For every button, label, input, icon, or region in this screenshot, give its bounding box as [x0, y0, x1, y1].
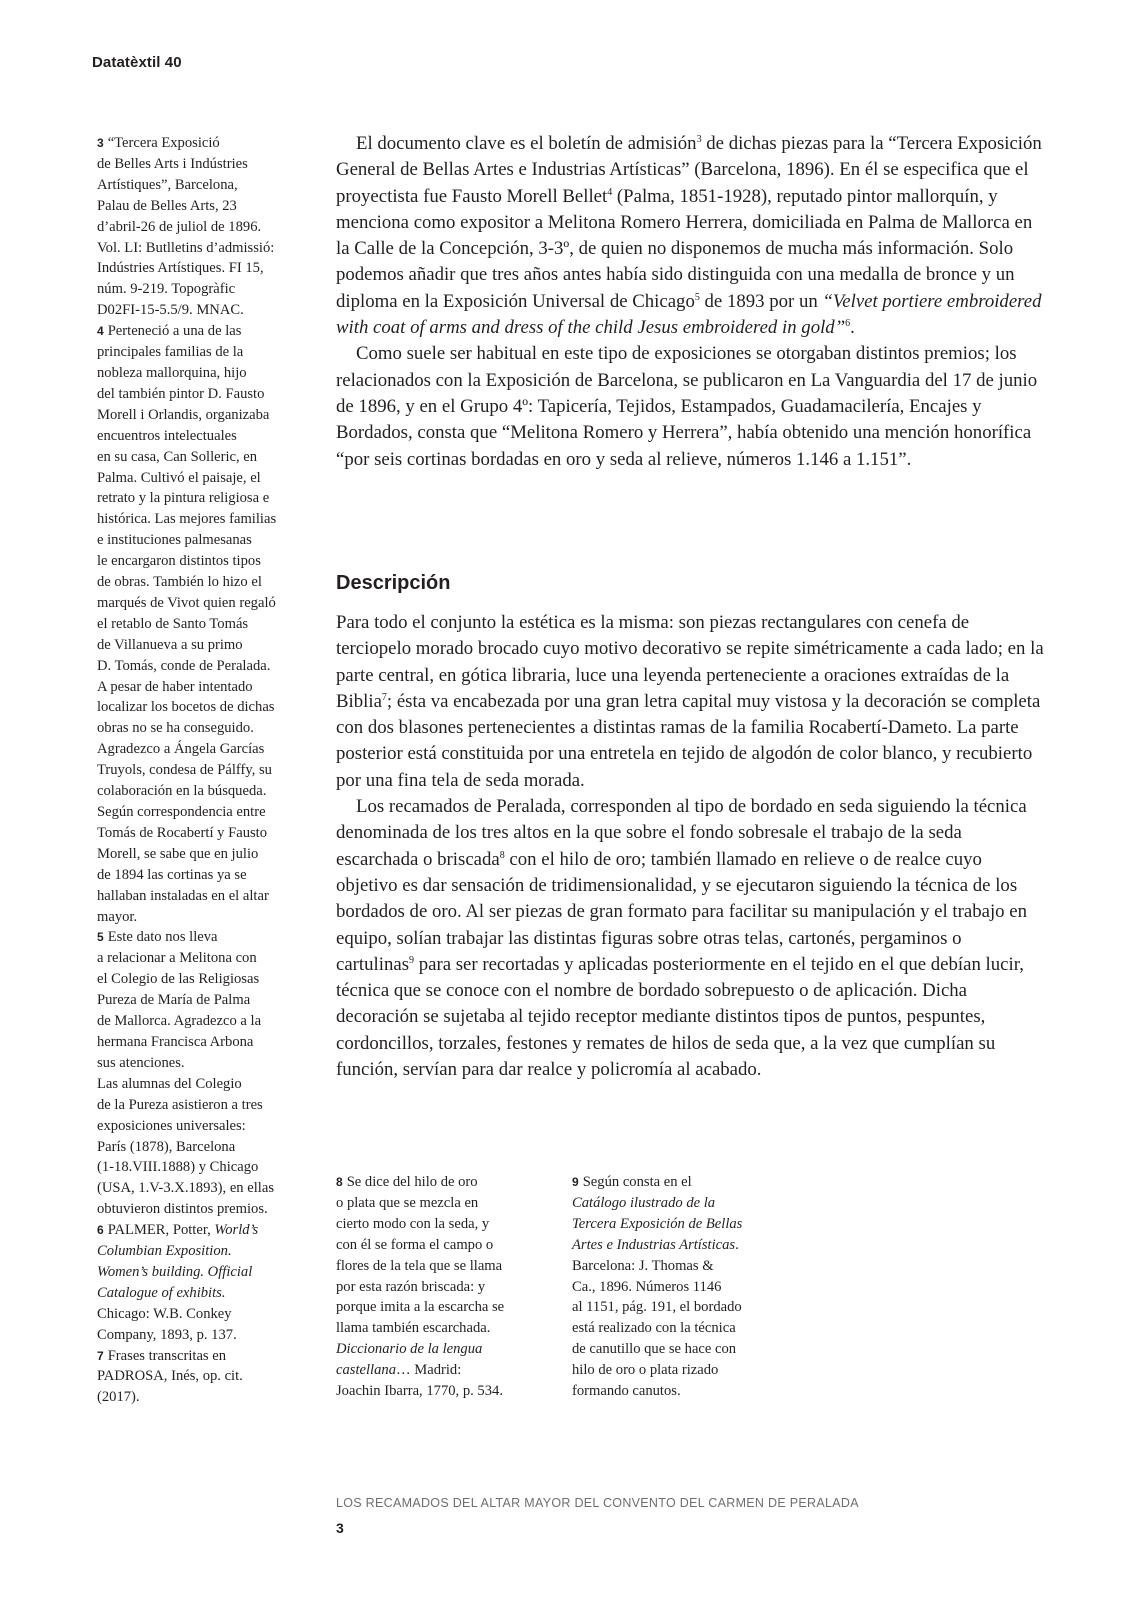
footnote-ref[interactable]: 9 [409, 954, 415, 966]
footnote-3: 3 “Tercera Exposició de Belles Arts i Indústries Artístiques”, Barcelona, Palau de Belles Arts, 23 d’abril-26 de juliol de 1896. Vol. LI: Butlletins d’admissió: Indústries Artístiques. FI 15, núm. 9-219. Topogràfic D02FI-15-5.5/9. MNAC. [97, 135, 275, 319]
footnote-number: 7 [97, 1348, 104, 1363]
footnote-8: 8 Se dice del hilo de oro o plata que se mezcla en cierto modo con la seda, y con él se forma el campo o flores de la tela que se llama por esta razón briscada: y porque imita a la escarcha se llama también escarchada. Diccionario de la lengua castellana… Madrid: Joachin Ibarra, 1770, p. 534. [336, 1174, 505, 1400]
page-number: 3 [336, 1520, 344, 1536]
exhibit-quote: “Velvet portiere embroidered with coat of arms and dress of the child Jesus embroidered in gold” [336, 290, 1042, 339]
footnote-number: 8 [336, 1175, 343, 1189]
footnote-7: 7 Frases transcritas en PADROSA, Inés, op. cit. (2017). [97, 1347, 243, 1406]
running-head: Datatèxtil 40 [92, 54, 182, 71]
footnote-number: 5 [97, 930, 104, 945]
footnote-ref[interactable]: 3 [696, 134, 702, 145]
footnote-9: 9 Según consta en el Catálogo ilustrado de la Tercera Exposición de Bellas Artes e Industrias Artísticas. Barcelona: J. Thomas & Ca., 1896. Números 1146 al 1151, pág. 191, el bordado está realizado con la técnica de canutillo que se hace con hilo de oro o plata rizado formando canutos. [572, 1174, 743, 1400]
footnote-ref[interactable]: 5 [694, 291, 700, 303]
paragraph-1: El documento clave es el boletín de admisión$^3$ de dichas piezas para la “Tercera Exposición General de Bellas Artes e Industrias Artísticas” (Barcelona, 1896). En él se especifica que el proyectista fue Fausto Morell Bellet$^4$ (Palma, 1851-1928), reputado pintor mallorquín, y menciona como expositor a Melitona Romero Herrera, domiciliada en Palma de Mallorca en la Calle de la Concepción, 3-3º, de quien no disponemos de mucha más información. Solo podemos añadir que tres años antes había sido distinguida con una medalla de bronce y un diploma en la Exposición Universal de Chicago$^5$ de 1893 por un “Velvet portiere embroidered with coat of arms and dress of the child Jesus embroidered in gold”$^6$. [336, 133, 1042, 339]
sidebar-footnotes [97, 133, 313, 1408]
footnote-4: 4 Perteneció a una de las principales familias de la nobleza mallorquina, hijo del también pintor D. Fausto Morell i Orlandis, organizaba encuentros intelectuales en su casa, Can Solleric, en Palma. Cultivó el paisaje, el retrato y la pintura religiosa e histórica. Las mejores familias e instituciones palmesanas le encargaron distintos tipos de obras. También lo hizo el marqués de Vivot quien regaló el retablo de Santo Tomás de Villanueva a su primo D. Tomás, conde de Peralada. A pesar de haber intentado localizar los bocetos de dichas obras no se ha conseguido. Agradezco a Ángela Garcías Truyols, condesa de Pálffy, su colaboración en la búsqueda. Según correspondencia entre Tomás de Rocabertí y Fausto Morell, se sabe que en julio de 1894 las cortinas ya se hallaban instaladas en el altar mayor. [97, 323, 277, 925]
footnote-ref[interactable]: 8 [499, 849, 505, 861]
footnote-number: 3 [97, 136, 104, 150]
footnote-ref[interactable]: 6 [845, 318, 851, 330]
paragraph-2: Como suele ser habitual en este tipo de exposiciones se otorgaban distintos premios; los relacionados con la Exposición de Barcelona, se publicaron en La Vanguardia del 17 de junio de 1896, y en el Grupo 4º: Tapicería, Tejidos, Estampados, Guadamacilería, Encajes y Bordados, consta que “Melitona Romero y Herrera”, había obtenido una mención honorífica “por seis cortinas bordadas en oro y seda al relieve, números 1.146 a 1.151”. [336, 343, 1038, 470]
section-heading: Descripción [336, 572, 451, 594]
footnote-ref[interactable]: 4 [607, 186, 613, 198]
footnote-number: 6 [97, 1223, 104, 1238]
footer-article-title: LOS RECAMADOS DEL ALTAR MAYOR DEL CONVENTO DEL CARMEN DE PERALADA [336, 1496, 859, 1510]
footnote-5: 5 Este dato nos lleva a relacionar a Melitona con el Colegio de las Religiosas Pureza de María de Palma de Mallorca. Agradezco a la hermana Francisca Arbona sus atenciones. Las alumnas del Colegio de la Pureza asistieron a tres exposiciones universales: París (1878), Barcelona (1-18.VIII.1888) y Chicago (USA, 1.V-3.X.1893), en ellas obtuvieron distintos premios. [97, 929, 274, 1218]
footnote-ref[interactable]: 7 [381, 691, 387, 703]
footnote-6: 6 PALMER, Potter, World’s Columbian Exposition. Women’s building. Official Catalogue of exhibits. Chicago: W.B. Conkey Company, 1893, p. 137. [97, 1222, 259, 1343]
main-text-description [336, 610, 1044, 1083]
paragraph-3: Para todo el conjunto la estética es la misma: son piezas rectangulares con cenefa de terciopelo morado brocado cuyo motivo decorativo se repite simétricamente a cada lado; en la parte central, en gótica libraria, luce una leyenda perteneciente a oraciones extraídas de la Biblia$^7$; ésta va encabezada por una gran letra capital muy vistosa y la decoración se completa con dos blasones pertenecientes a distintas ramas de la familia Rocabertí-Dameto. La parte posterior está constituida por una entretela en tejido de algodón de color blanco, y recubierto por una fina tela de seda morada. [336, 612, 1044, 791]
main-text-top [336, 131, 1044, 473]
paragraph-4: Los recamados de Peralada, corresponden al tipo de bordado en seda siguiendo la técnica denominada de los tres altos en la que sobre el fondo sobresale el trabajo de la seda escarchada o briscada$^8$ con el hilo de oro; también llamado en relieve o de realce cuyo objetivo es dar sensación de tridimensionalidad, y se ejecutaron siguiendo la técnica de los bordados de oro. Al ser piezas de gran formato para facilitar su manipulación y el trabajo en equipo, solían trabajar las distintas figuras sobre otras telas, cartonés, pergaminos o cartulinas$^9$ para ser recortadas y aplicadas posteriormente en el tejido en el que debían lucir, técnica que se conoce con el nombre de bordado sobrepuesto o de aplicación. Dicha decoración se sujetaba al tejido receptor mediante distintos tipos de puntos, pespuntes, cordoncillos, torzales, festones y remates de hilos de seda que, a la vez que cumplían su función, servían para dar realce y policromía al acabado. [336, 796, 1027, 1081]
footnote-number: 9 [572, 1175, 579, 1189]
footnote-number: 4 [97, 324, 104, 339]
